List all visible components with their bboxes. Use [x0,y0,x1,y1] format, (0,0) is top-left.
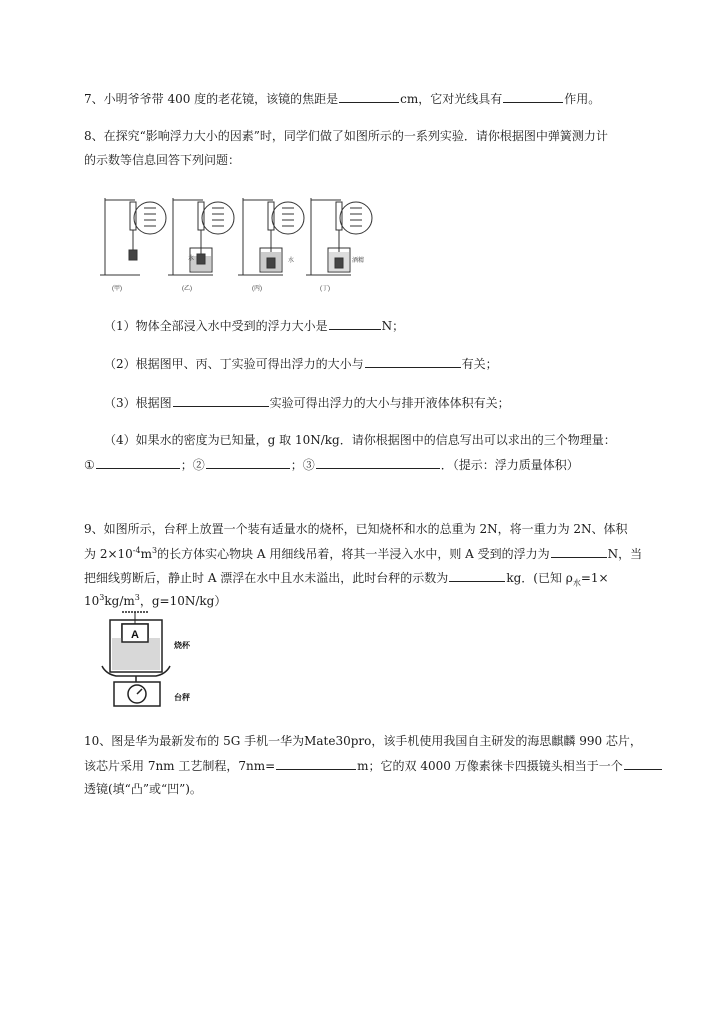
q9-volume-base: 为 2×10 [84,547,133,561]
q9-rho-sub: 水 [572,578,581,588]
apparatus-yi [168,198,234,275]
q8-sub-2-end: 有关； [461,357,498,371]
q10-line-3: 透镜(填“凸”或“凹”)。 [84,782,202,796]
q8-sub-3-blank[interactable] [173,394,269,407]
q8-experiment-figure [100,190,380,300]
q8-sub-1-text: （1）物体全部浸入水中受到的浮力大小是 [104,319,328,333]
q10-line-2 [84,757,663,774]
apparatus-jia [100,198,166,275]
q10-line-2-mid: m；它的双 4000 万像素徕卡四摄镜头相当于一个 [357,759,623,773]
q9-line-3-mid: kg．(已知 ρ [506,571,573,585]
q7-blank-1[interactable] [339,90,399,103]
q9-blank-1[interactable] [551,545,607,558]
q9-volume-unit-exp: 3 [151,546,158,555]
block-a-label: A [131,629,139,641]
q9-line-3-end: =1× [580,571,609,585]
q8-sub-1-unit: N； [381,319,405,333]
q8-answer-2-blank[interactable] [206,456,290,469]
q9-scale-figure [96,604,206,714]
scale-label: 台秤 [174,693,190,702]
beaker-label: 烧杯 [174,641,190,650]
q8-sub-3 [104,394,510,411]
q8-sub-1-blank[interactable] [329,317,381,330]
fig-label-yi: (乙) [182,286,192,292]
q8-sub-3-text: （3）根据图 [104,396,172,410]
q8-sub-1 [104,317,404,334]
q9-line-3-text: 把细线剪断后，静止时 A 漂浮在水中且水未溢出，此时台秤的示数为 [84,571,449,585]
q9-volume-exp: -4 [132,546,141,555]
q9-volume-unit: m [140,547,152,561]
q10-blank-2[interactable] [624,757,662,770]
q7-blank-2[interactable] [503,90,563,103]
q10-line-2-text: 该芯片采用 7nm 工艺制程，7nm= [84,759,276,773]
fig-label-jia: (甲) [112,286,122,292]
q9-line-2 [84,545,642,562]
q9-density-base: 10 [84,594,100,608]
q8-answer-1-blank[interactable] [96,456,180,469]
q9-line-1: 9、如图所示，台秤上放置一个装有适量水的烧杯，已知烧杯和水的总重为 2N，将一重力为 2N、体积 [84,522,628,536]
q8-line-1: 8、在探究“影响浮力大小的因素”时，同学们做了如图所示的一系列实验．请你根据图中弹簧测力计 [84,129,608,143]
q8-sub-4-answers [84,456,579,473]
liquid-label-yi: 水 [188,256,195,262]
q9-density-exp: 3 [99,593,105,602]
q8-answer-3-blank[interactable] [316,456,440,469]
q8-sub-2-text: （2）根据图甲、丙、丁实验可得出浮力的大小与 [104,357,364,371]
q8-answer-1-label: ① [84,458,95,472]
apparatus-bing [238,198,304,275]
q8-sub-3-end: 实验可得出浮力的大小与排开液体体积有关； [269,396,510,410]
q8-sub-2-blank[interactable] [365,355,461,368]
q8-sub-4: （4）如果水的密度为已知量，g 取 10N/kg．请你根据图中的信息写出可以求出的三个物理量： [104,433,616,447]
q9-blank-2[interactable] [449,569,505,582]
fig-label-bing: (丙) [252,286,262,292]
q8-answer-2-label: ；② [180,458,205,472]
liquid-label-bing: 水 [288,258,295,264]
q10-blank-1[interactable] [276,757,356,770]
q9-line-3 [84,569,609,586]
q9-density-unit: kg/m [104,594,135,608]
liquid-label-ding: 酒精 [352,258,365,264]
q7-text-b: cm，它对光线具有 [400,92,503,106]
q7-text-c: 作用。 [564,92,601,106]
q7-line [84,90,600,107]
q8-hint: ．（提示：浮力质量体积） [440,458,579,472]
q8-line-2: 的示数等信息回答下列问题： [84,153,241,167]
fig-label-ding: (丁) [320,286,330,292]
q9-line-2-end: N，当 [607,547,643,561]
q9-line-4-end: ，g=10N/kg） [139,594,227,608]
q10-line-1: 10、图是华为最新发布的 5G 手机一华为Mate30pro，该手机使用我国自主研发的海思麒麟 990 芯片， [84,734,642,748]
q8-answer-3-label: ；③ [290,458,315,472]
q7-text-a: 7、小明爷爷带 400 度的老花镜，该镜的焦距是 [84,92,339,106]
q8-sub-2 [104,355,498,372]
q9-line-2-text: 的长方体实心物块 A 用细线吊着，将其一半浸入水中，则 A 受到的浮力为 [157,547,550,561]
q9-density-unit-exp: 3 [134,593,140,602]
